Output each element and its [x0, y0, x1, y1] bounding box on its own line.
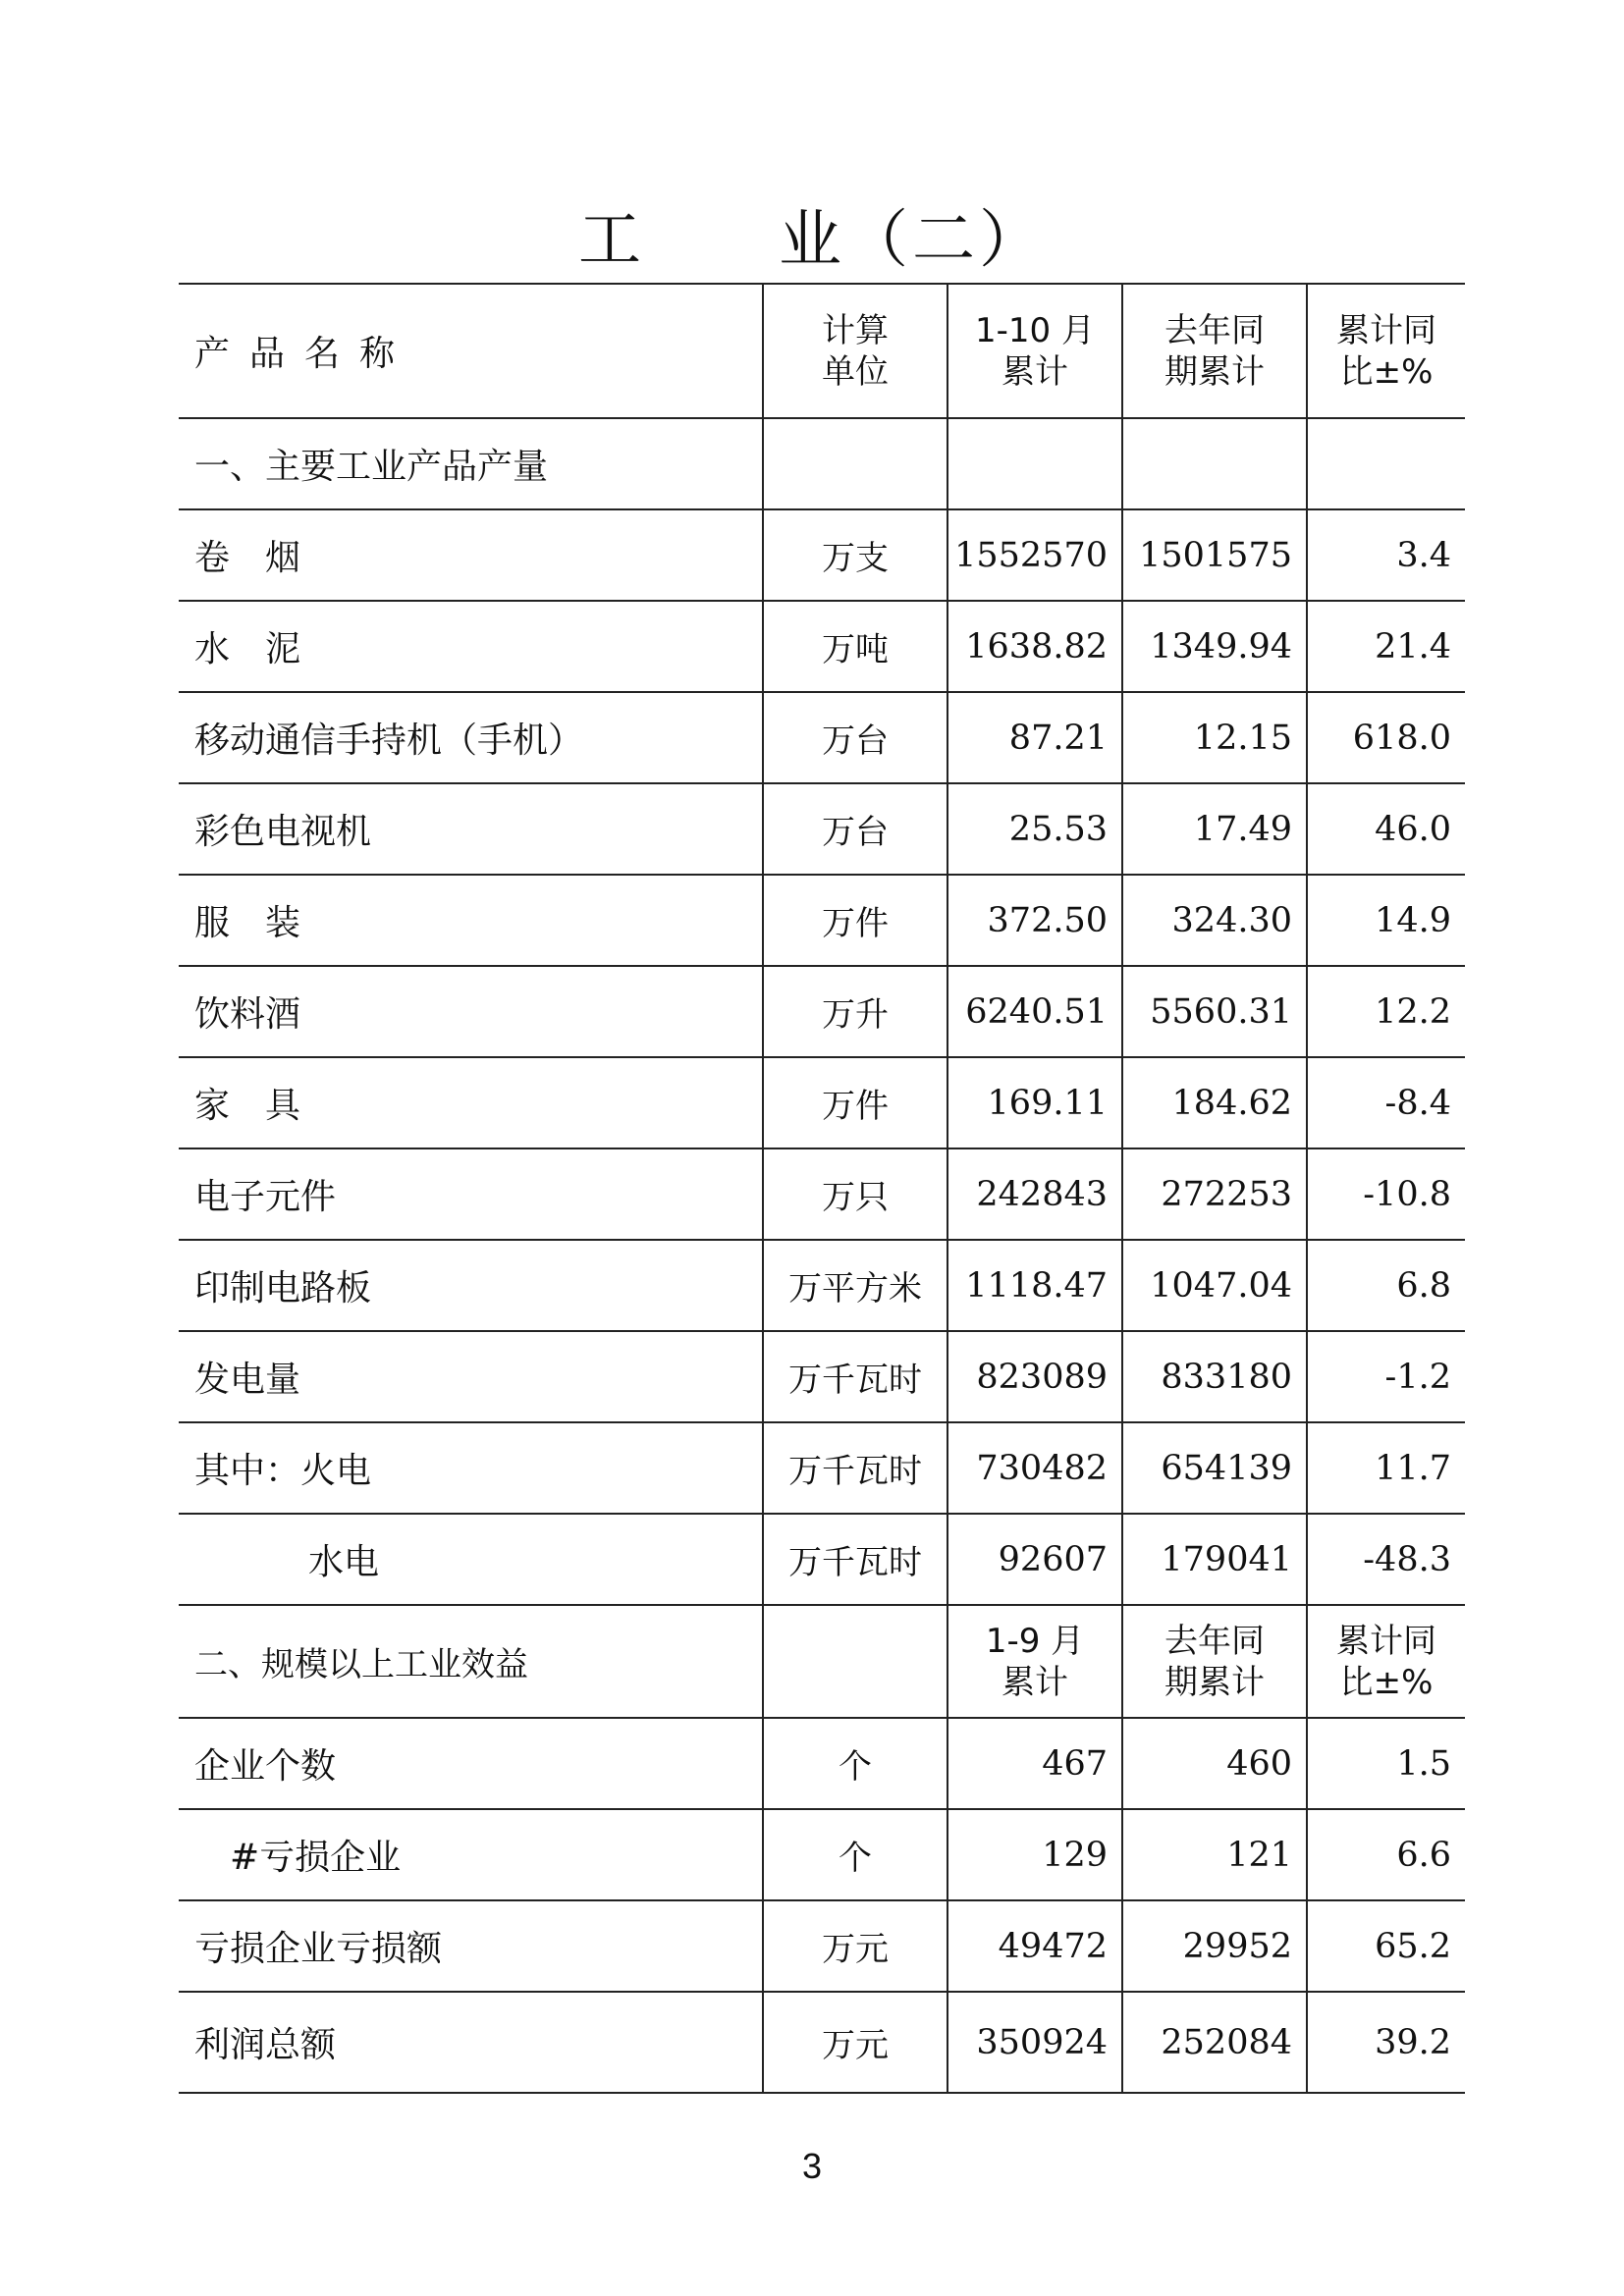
yoy-value: 11.7 [1307, 1422, 1465, 1514]
product-name: 电子元件 [179, 1148, 763, 1240]
indicator-name: 利润总额 [179, 1992, 763, 2093]
section2-header-yoy [1307, 1605, 1465, 1718]
yoy-value: 46.0 [1307, 783, 1465, 875]
table-row [179, 875, 1465, 966]
unit: 个 [763, 1809, 947, 1900]
industry-table [179, 283, 1465, 2094]
unit: 万升 [763, 966, 947, 1057]
table-row [179, 1422, 1465, 1514]
current-value: 823089 [947, 1331, 1122, 1422]
unit: 万千瓦时 [763, 1331, 947, 1422]
yoy-value: 14.9 [1307, 875, 1465, 966]
unit: 万元 [763, 1900, 947, 1992]
current-value: 87.21 [947, 692, 1122, 783]
previous-value: 29952 [1122, 1900, 1307, 1992]
product-name: 发电量 [179, 1331, 763, 1422]
table-row [179, 1148, 1465, 1240]
unit: 万件 [763, 1057, 947, 1148]
yoy-value: 12.2 [1307, 966, 1465, 1057]
current-value: 1118.47 [947, 1240, 1122, 1331]
section2-yoy-line1: 累计同 [1336, 1621, 1436, 1661]
product-name: 水电 [179, 1514, 763, 1605]
current-value: 129 [947, 1809, 1122, 1900]
table-row [179, 692, 1465, 783]
previous-value: 179041 [1122, 1514, 1307, 1605]
table-row [179, 783, 1465, 875]
product-name: 卷 烟 [179, 509, 763, 601]
section1-row [179, 418, 1465, 509]
product-name: 家 具 [179, 1057, 763, 1148]
header-previous-line1: 去年同 [1164, 310, 1265, 350]
current-value: 372.50 [947, 875, 1122, 966]
unit: 万千瓦时 [763, 1514, 947, 1605]
current-value: 242843 [947, 1148, 1122, 1240]
section2-current-line2: 累计 [1001, 1662, 1068, 1702]
table-row [179, 1331, 1465, 1422]
previous-value: 17.49 [1122, 783, 1307, 875]
table-header-row [179, 284, 1465, 418]
yoy-value: 21.4 [1307, 601, 1465, 692]
section2-current-line1: 1-9 月 [985, 1621, 1085, 1661]
section2-previous-line1: 去年同 [1164, 1621, 1265, 1661]
table-row [179, 1240, 1465, 1331]
unit: 万支 [763, 509, 947, 601]
unit: 万台 [763, 692, 947, 783]
product-name: 移动通信手持机（手机） [179, 692, 763, 783]
product-name: 服 装 [179, 875, 763, 966]
unit: 万件 [763, 875, 947, 966]
yoy-value: -1.2 [1307, 1331, 1465, 1422]
table-row [179, 1809, 1465, 1900]
previous-value: 5560.31 [1122, 966, 1307, 1057]
header-yoy-change [1307, 284, 1465, 418]
previous-value: 252084 [1122, 1992, 1307, 2093]
previous-value: 833180 [1122, 1331, 1307, 1422]
section2-title: 二、规模以上工业效益 [179, 1605, 763, 1718]
header-previous-line2: 期累计 [1164, 351, 1265, 392]
section1-title: 一、主要工业产品产量 [179, 418, 763, 509]
unit: 万元 [763, 1992, 947, 2093]
previous-value: 12.15 [1122, 692, 1307, 783]
section2-header-current [947, 1605, 1122, 1718]
table-row [179, 509, 1465, 601]
header-unit-line2: 单位 [822, 351, 889, 392]
current-value: 49472 [947, 1900, 1122, 1992]
indicator-name: 亏损企业亏损额 [179, 1900, 763, 1992]
empty-cell [1122, 418, 1307, 509]
header-previous-cumulative [1122, 284, 1307, 418]
unit: 万台 [763, 783, 947, 875]
unit: 个 [763, 1718, 947, 1809]
yoy-value: 65.2 [1307, 1900, 1465, 1992]
product-name: 水 泥 [179, 601, 763, 692]
yoy-value: -8.4 [1307, 1057, 1465, 1148]
section2-header-row [179, 1605, 1465, 1718]
current-value: 1552570 [947, 509, 1122, 601]
yoy-value: 6.8 [1307, 1240, 1465, 1331]
header-current-cumulative [947, 284, 1122, 418]
header-unit-line1: 计算 [822, 310, 889, 350]
current-value: 467 [947, 1718, 1122, 1809]
unit: 万吨 [763, 601, 947, 692]
current-value: 92607 [947, 1514, 1122, 1605]
yoy-value: 1.5 [1307, 1718, 1465, 1809]
table-row [179, 1718, 1465, 1809]
header-product-name: 产品名称 [179, 284, 763, 418]
current-value: 25.53 [947, 783, 1122, 875]
product-name: 印制电路板 [179, 1240, 763, 1331]
header-current-line1: 1-10 月 [975, 310, 1095, 350]
page-number: 3 [801, 2146, 823, 2186]
previous-value: 324.30 [1122, 875, 1307, 966]
previous-value: 1349.94 [1122, 601, 1307, 692]
indicator-name: #亏损企业 [179, 1809, 763, 1900]
header-yoy-line1: 累计同 [1336, 310, 1436, 350]
page-title: 工 业（二） [578, 204, 1046, 277]
header-unit [763, 284, 947, 418]
empty-cell [947, 418, 1122, 509]
previous-value: 1501575 [1122, 509, 1307, 601]
empty-cell [763, 418, 947, 509]
yoy-value: 3.4 [1307, 509, 1465, 601]
table-row [179, 966, 1465, 1057]
table-row [179, 1900, 1465, 1992]
current-value: 6240.51 [947, 966, 1122, 1057]
section2-previous-line2: 期累计 [1164, 1662, 1265, 1702]
yoy-value: 39.2 [1307, 1992, 1465, 2093]
product-name: 彩色电视机 [179, 783, 763, 875]
current-value: 350924 [947, 1992, 1122, 2093]
indicator-name: 企业个数 [179, 1718, 763, 1809]
section2-yoy-line2: 比±% [1339, 1662, 1434, 1702]
previous-value: 184.62 [1122, 1057, 1307, 1148]
header-current-line2: 累计 [1001, 351, 1068, 392]
previous-value: 460 [1122, 1718, 1307, 1809]
unit: 万只 [763, 1148, 947, 1240]
yoy-value: -10.8 [1307, 1148, 1465, 1240]
section2-header-previous [1122, 1605, 1307, 1718]
yoy-value: -48.3 [1307, 1514, 1465, 1605]
empty-cell [763, 1605, 947, 1718]
header-yoy-line2: 比±% [1339, 351, 1434, 392]
current-value: 730482 [947, 1422, 1122, 1514]
product-name: 其中：火电 [179, 1422, 763, 1514]
previous-value: 1047.04 [1122, 1240, 1307, 1331]
current-value: 169.11 [947, 1057, 1122, 1148]
previous-value: 272253 [1122, 1148, 1307, 1240]
table-row [179, 1514, 1465, 1605]
yoy-value: 6.6 [1307, 1809, 1465, 1900]
unit: 万千瓦时 [763, 1422, 947, 1514]
yoy-value: 618.0 [1307, 692, 1465, 783]
previous-value: 121 [1122, 1809, 1307, 1900]
unit: 万平方米 [763, 1240, 947, 1331]
table-row [179, 1992, 1465, 2093]
table-row [179, 1057, 1465, 1148]
current-value: 1638.82 [947, 601, 1122, 692]
product-name: 饮料酒 [179, 966, 763, 1057]
table-row [179, 601, 1465, 692]
empty-cell [1307, 418, 1465, 509]
previous-value: 654139 [1122, 1422, 1307, 1514]
